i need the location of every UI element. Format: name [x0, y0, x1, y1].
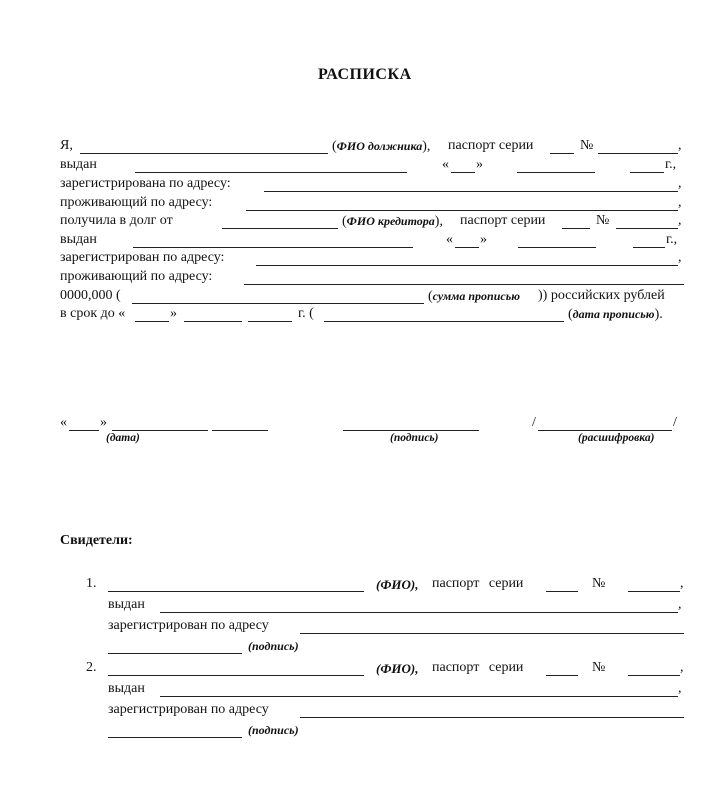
witness-1-number-sign: №: [592, 576, 606, 591]
debtor-issue-month-field[interactable]: [517, 172, 595, 173]
witness-1-passport-series-field[interactable]: [546, 591, 578, 592]
amount-currency: )) российских рублей: [538, 288, 665, 303]
term-day-close: »: [170, 306, 177, 321]
sign-signature-field[interactable]: [343, 430, 479, 431]
term-label: в срок до «: [60, 306, 126, 321]
witness-2-fio-hint: (ФИО),: [376, 661, 419, 676]
comma: ,: [678, 681, 682, 696]
creditor-issue-month-field[interactable]: [518, 247, 596, 248]
witnesses-heading: Свидетели:: [60, 533, 133, 548]
witness-2-passport-label: паспорт серии: [432, 660, 524, 675]
debtor-residing-address-field[interactable]: [246, 210, 678, 211]
witness-2-signature-field[interactable]: [108, 737, 242, 738]
creditor-fio-hint-wrap: (ФИО кредитора),: [342, 214, 443, 229]
debtor-registered-address-field[interactable]: [264, 191, 678, 192]
debtor-number-sign: №: [580, 138, 594, 153]
term-date-words-field[interactable]: [324, 321, 564, 322]
creditor-registered-label: зарегистрирован по адресу:: [60, 250, 225, 265]
witness-1-signature-field[interactable]: [108, 653, 242, 654]
witness-2-passport-series-field[interactable]: [546, 675, 578, 676]
debtor-issue-year-field[interactable]: [630, 172, 664, 173]
term-year-field[interactable]: [248, 321, 292, 322]
sign-date-close: »: [100, 415, 107, 430]
creditor-passport-number-field[interactable]: [616, 228, 678, 229]
witness-1-passport-number-field[interactable]: [628, 591, 680, 592]
debtor-passport-label: паспорт серии: [448, 138, 534, 153]
debtor-residing-label: проживающий по адресу:: [60, 195, 213, 210]
witness-1-fio-field[interactable]: [108, 591, 364, 592]
witness-2-number-sign: №: [592, 660, 606, 675]
creditor-registered-address-field[interactable]: [256, 265, 678, 266]
creditor-day-open: «: [446, 232, 453, 247]
sign-slash-right: /: [673, 415, 677, 430]
comma: ,: [678, 597, 682, 612]
witness-1-number: 1.: [86, 576, 97, 591]
witness-2-sign-caption: (подпись): [248, 723, 299, 737]
debtor-issued-label: выдан: [60, 157, 97, 172]
debtor-registered-label: зарегистрирована по адресу:: [60, 176, 231, 191]
amount-value: 0000,000 (: [60, 288, 121, 303]
creditor-residing-label: проживающий по адресу:: [60, 269, 213, 284]
comma: ,: [680, 576, 684, 591]
debtor-passport-number-field[interactable]: [598, 153, 678, 154]
document-title: РАСПИСКА: [318, 66, 412, 83]
comma: ,: [678, 250, 682, 265]
sign-decode-field[interactable]: [538, 430, 672, 431]
witness-1-issued-label: выдан: [108, 597, 145, 612]
creditor-fio-field[interactable]: [222, 228, 338, 229]
amount-words-field[interactable]: [132, 303, 424, 304]
term-year-label: г. (: [298, 306, 314, 321]
term-end: ).: [654, 307, 663, 322]
witness-1-passport-label: паспорт серии: [432, 576, 524, 591]
creditor-number-sign: №: [596, 213, 610, 228]
debtor-day-open: «: [442, 157, 449, 172]
term-month-field[interactable]: [184, 321, 242, 322]
debtor-fio-hint: ФИО должника: [336, 139, 423, 153]
creditor-issue-year-field[interactable]: [633, 247, 665, 248]
sign-day-field[interactable]: [69, 430, 99, 431]
creditor-day-close: »: [480, 232, 487, 247]
creditor-passport-label: паспорт серии: [460, 213, 546, 228]
sign-date-caption: (дата): [106, 432, 140, 444]
witness-1-issued-by-field[interactable]: [160, 612, 678, 613]
debtor-day-close: »: [476, 157, 483, 172]
term-date-words-hint-wrap: (дата прописью).: [568, 307, 663, 322]
sign-month-field[interactable]: [112, 430, 208, 431]
term-date-words-hint: дата прописью: [572, 307, 655, 321]
creditor-issued-label: выдан: [60, 232, 97, 247]
debtor-intro: Я,: [60, 138, 73, 153]
witness-1-sign-caption: (подпись): [248, 639, 299, 653]
creditor-fio-hint: ФИО кредитора: [346, 214, 435, 228]
received-label: получила в долг от: [60, 213, 173, 228]
debtor-passport-series-field[interactable]: [550, 153, 574, 154]
debtor-year-suffix: г.,: [665, 157, 677, 172]
debtor-fio-hint-wrap: (ФИО должника),: [332, 139, 431, 154]
sign-slash-left: /: [532, 415, 536, 430]
creditor-issued-by-field[interactable]: [133, 247, 413, 248]
witness-1-registered-label: зарегистрирован по адресу: [108, 618, 269, 633]
sign-date-open: «: [60, 415, 67, 430]
comma: ,: [678, 138, 682, 153]
term-day-field[interactable]: [135, 321, 169, 322]
debtor-issue-day-field[interactable]: [451, 172, 475, 173]
creditor-passport-series-field[interactable]: [562, 228, 590, 229]
witness-2-fio-field[interactable]: [108, 675, 364, 676]
creditor-year-suffix: г.,: [666, 232, 678, 247]
debtor-fio-field[interactable]: [80, 153, 328, 154]
witness-2-registered-label: зарегистрирован по адресу: [108, 702, 269, 717]
sign-decode-caption: (расшифровка): [578, 432, 655, 444]
witness-1-fio-hint: (ФИО),: [376, 577, 419, 592]
debtor-issued-by-field[interactable]: [135, 172, 407, 173]
sign-signature-caption: (подпись): [390, 432, 439, 444]
amount-words-hint-wrap: (сумма прописью: [428, 289, 520, 304]
witness-2-number: 2.: [86, 660, 97, 675]
amount-words-hint: сумма прописью: [432, 289, 520, 303]
comma: ,: [678, 195, 682, 210]
comma: ,: [680, 660, 684, 675]
creditor-residing-address-field[interactable]: [244, 284, 684, 285]
witness-2-issued-by-field[interactable]: [160, 696, 678, 697]
creditor-issue-day-field[interactable]: [455, 247, 479, 248]
witness-2-issued-label: выдан: [108, 681, 145, 696]
witness-1-registered-address-field[interactable]: [300, 633, 684, 634]
comma: ,: [678, 213, 682, 228]
witness-2-passport-number-field[interactable]: [628, 675, 680, 676]
witness-2-registered-address-field[interactable]: [300, 717, 684, 718]
sign-year-field[interactable]: [212, 430, 268, 431]
comma: ,: [678, 176, 682, 191]
